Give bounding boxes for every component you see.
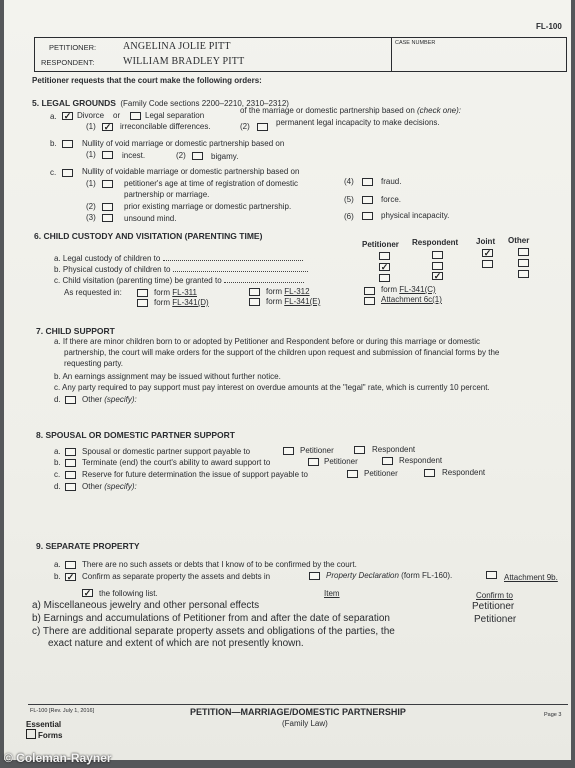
- attachment-6c1-checkbox[interactable]: [364, 297, 375, 305]
- property-declaration-checkbox[interactable]: [309, 572, 320, 580]
- attachment-9b-checkbox[interactable]: [486, 571, 497, 579]
- irreconcilable-label: irreconcilable differences.: [120, 122, 211, 131]
- terminate-support-respondent-label: Respondent: [399, 456, 443, 465]
- physical-custody-petitioner-checkbox[interactable]: ✓: [380, 262, 389, 272]
- incapacity-checkbox[interactable]: [257, 123, 268, 131]
- s7-a-line-1: a. If there are minor children born to or adopted by Petitioner and Respondent before or during this marriage or domestic: [54, 337, 481, 346]
- fl341e-form-word: form: [266, 297, 282, 306]
- spousal-support-respondent-label: Respondent: [372, 445, 416, 454]
- incapacity-label: permanent legal incapacity to make decisions.: [276, 118, 440, 127]
- divorce-label: Divorce: [77, 111, 105, 120]
- section-6-title: 6. CHILD CUSTODY AND VISITATION (PARENTING TIME): [34, 231, 263, 241]
- visitation-petitioner-checkbox[interactable]: [379, 274, 390, 282]
- footer-page: Page 3: [544, 712, 562, 718]
- confirm-to-column-header: Confirm to: [476, 591, 513, 600]
- child-support-specify: (specify):: [104, 395, 137, 404]
- fl341c-label: [381, 285, 436, 295]
- reserve-support-petitioner-label: Petitioner: [364, 469, 398, 478]
- age-checkbox[interactable]: [102, 180, 113, 188]
- fl341d-label: [154, 298, 209, 308]
- fraud-label: fraud.: [381, 177, 402, 186]
- physical-custody-row: [54, 264, 308, 275]
- footer-rule: [28, 704, 568, 705]
- footer-subtitle: (Family Law): [282, 719, 328, 728]
- s8-d-label: d.: [54, 482, 61, 491]
- visitation-leader: [224, 275, 304, 283]
- terminate-support-checkbox[interactable]: [65, 459, 76, 467]
- legal-separation-label: Legal separation: [145, 111, 205, 120]
- section-7-title: 7. CHILD SUPPORT: [36, 326, 115, 336]
- legal-custody-row: [54, 253, 303, 264]
- terminate-support-petitioner-label: Petitioner: [324, 457, 358, 466]
- form-page: [4, 0, 571, 760]
- fl160-link[interactable]: (form FL-160).: [401, 571, 453, 580]
- of-marriage-label: of the marriage or domestic partnership based on: [240, 106, 415, 115]
- or-label: or: [113, 111, 121, 120]
- s5-c5-label: (5): [344, 195, 354, 204]
- visitation-label: c. Child visitation (parenting time) be granted to: [54, 276, 222, 285]
- divorce-checkbox[interactable]: ✓: [63, 111, 72, 121]
- legal-custody-leader: [163, 253, 303, 261]
- fl341c-link[interactable]: FL-341(C): [399, 285, 436, 294]
- no-assets-checkbox[interactable]: [65, 561, 76, 569]
- spousal-support-respondent-checkbox[interactable]: [354, 446, 365, 454]
- incest-label: incest.: [122, 151, 146, 160]
- footer-title: PETITION—MARRIAGE/DOMESTIC PARTNERSHIP: [190, 707, 406, 717]
- s5-c1-label: (1): [86, 179, 96, 188]
- property-item-2-to: Petitioner: [474, 614, 517, 625]
- fl312-checkbox[interactable]: [249, 288, 260, 296]
- s5-c3-label: (3): [86, 213, 96, 222]
- legal-custody-joint-checkbox[interactable]: ✓: [483, 248, 492, 258]
- property-item-3-cont: exact nature and extent of which are not presently known.: [48, 638, 304, 649]
- reserve-support-respondent-label: Respondent: [442, 468, 486, 477]
- item-column-header: Item: [324, 589, 340, 598]
- child-support-other-label: [82, 395, 137, 405]
- fraud-checkbox[interactable]: [362, 178, 373, 186]
- intro-text: Petitioner requests that the court make the following orders:: [32, 76, 262, 85]
- property-declaration-word: Property Declaration: [326, 571, 399, 580]
- s7-a-line-3: requesting party.: [64, 359, 123, 368]
- form-code: FL-100: [536, 22, 562, 31]
- caption-divider: [391, 38, 392, 71]
- physical-custody-joint-checkbox[interactable]: [482, 260, 493, 268]
- petitioner-label: PETITIONER:: [49, 43, 97, 52]
- force-label: force.: [381, 195, 402, 204]
- s5-b1-label: (1): [86, 150, 96, 159]
- spousal-support-petitioner-label: Petitioner: [300, 446, 334, 455]
- visitation-respondent-checkbox[interactable]: ✓: [433, 271, 442, 281]
- section-8-title: 8. SPOUSAL OR DOMESTIC PARTNER SUPPORT: [36, 430, 235, 440]
- s8-c-label: c.: [54, 470, 61, 479]
- reserve-support-checkbox[interactable]: [65, 471, 76, 479]
- petitioner-name: ANGELINA JOLIE PITT: [123, 41, 231, 52]
- property-item-1: a) Miscellaneous jewelry and other personal effects: [32, 600, 260, 611]
- s7-c-line: c. Any party required to pay support must pay interest on overdue amounts at the "legal" rate, which is currently 10 percent.: [54, 383, 490, 392]
- fl311-form-word: form: [154, 288, 170, 297]
- fl311-link[interactable]: FL-311: [172, 288, 197, 297]
- fl341d-form-word: form: [154, 298, 170, 307]
- legal-separation-checkbox[interactable]: [130, 112, 141, 120]
- confirm-property-label: Confirm as separate property the assets and debts in: [82, 572, 271, 581]
- fl311-label: [154, 288, 197, 298]
- physical-custody-respondent-checkbox[interactable]: [432, 262, 443, 270]
- property-item-3: c) There are additional separate property assets and obligations of the parties, the: [32, 626, 395, 637]
- fl341e-link[interactable]: FL-341(E): [284, 297, 321, 306]
- irreconcilable-checkbox[interactable]: ✓: [103, 122, 112, 132]
- physical-custody-label: b. Physical custody of children to: [54, 265, 171, 274]
- s5-c2-label: (2): [86, 202, 96, 211]
- s7-a-line-2: partnership, the court will make orders for the support of the children upon request and submission of financial forms by the: [64, 348, 500, 357]
- section-5-title: 5. LEGAL GROUNDS: [32, 98, 116, 108]
- s9-b-label: b.: [54, 572, 61, 581]
- s8-a-label: a.: [54, 447, 61, 456]
- nullity-void-label: Nullity of void marriage or domestic partnership based on: [82, 139, 285, 148]
- age-label-2: partnership or marriage.: [124, 190, 210, 199]
- footer-revision: FL-100 [Rev. July 1, 2016]: [30, 708, 95, 714]
- legal-custody-respondent-checkbox[interactable]: [432, 251, 443, 259]
- unsound-mind-checkbox[interactable]: [102, 214, 113, 222]
- terminate-support-label: Terminate (end) the court's ability to award support to: [82, 458, 271, 467]
- legal-custody-other-checkbox[interactable]: [518, 248, 529, 256]
- s5-b2-label: (2): [176, 151, 186, 160]
- physical-custody-leader: [173, 264, 308, 272]
- spousal-other-word: Other: [82, 482, 103, 491]
- fl312-link[interactable]: FL-312: [284, 287, 310, 296]
- fl341d-checkbox[interactable]: [137, 299, 148, 307]
- legal-custody-label: a. Legal custody of children to: [54, 254, 161, 263]
- s5-c4-label: (4): [344, 177, 354, 186]
- fl312-form-word: form: [266, 287, 282, 296]
- essential-forms-logo: [26, 720, 62, 740]
- photo-credit: © Coleman-Rayner: [4, 751, 112, 765]
- terminate-support-petitioner-checkbox[interactable]: [308, 458, 319, 466]
- s5-a2-label: (2): [240, 122, 250, 131]
- spousal-other-checkbox[interactable]: [65, 483, 76, 491]
- fl341c-checkbox[interactable]: [364, 287, 375, 295]
- visitation-row: [54, 275, 304, 286]
- incest-checkbox[interactable]: [102, 151, 113, 159]
- s5-a-label: a.: [50, 112, 57, 121]
- s5-c6-label: (6): [344, 212, 354, 221]
- reserve-support-respondent-checkbox[interactable]: [424, 469, 435, 477]
- attachment-9b-label[interactable]: Attachment 9b.: [504, 573, 558, 582]
- caption-box: [34, 37, 567, 72]
- respondent-name: WILLIAM BRADLEY PITT: [123, 56, 245, 67]
- s7-b-line: b. An earnings assignment may be issued without further notice.: [54, 372, 281, 381]
- logo-line-1: Essential: [26, 720, 62, 729]
- prior-marriage-checkbox[interactable]: [102, 203, 113, 211]
- check-one-label: (check one):: [417, 106, 462, 115]
- legal-custody-petitioner-checkbox[interactable]: [379, 252, 390, 260]
- attachment-6c1-label[interactable]: Attachment 6c(1): [381, 295, 442, 304]
- spousal-support-checkbox[interactable]: [65, 448, 76, 456]
- section-5-cite: (Family Code sections 2200–2210, 2310–2312): [120, 99, 289, 108]
- col-other: Other: [508, 236, 530, 245]
- requested-in-label: As requested in:: [64, 288, 122, 297]
- fl341e-label: [266, 297, 320, 307]
- spousal-specify: (specify):: [104, 482, 137, 491]
- respondent-label: RESPONDENT:: [41, 58, 95, 67]
- s7-d-label: d.: [54, 395, 61, 404]
- property-item-1-to: Petitioner: [472, 601, 515, 612]
- fl341e-checkbox[interactable]: [249, 298, 260, 306]
- reserve-support-label: Reserve for future determination the issue of support payable to: [82, 470, 308, 479]
- col-petitioner: Petitioner: [362, 240, 399, 249]
- reserve-support-petitioner-checkbox[interactable]: [347, 470, 358, 478]
- terminate-support-respondent-checkbox[interactable]: [382, 457, 393, 465]
- physical-incapacity-checkbox[interactable]: [362, 212, 373, 220]
- spousal-other-label: [82, 482, 137, 492]
- logo-brand-word: Forms: [38, 731, 63, 740]
- fl312-label: [266, 287, 310, 297]
- spousal-support-petitioner-checkbox[interactable]: [283, 447, 294, 455]
- case-number-label: CASE NUMBER: [395, 40, 436, 46]
- s9-a-label: a.: [54, 560, 61, 569]
- fl341c-form-word: form: [381, 285, 397, 294]
- bigamy-checkbox[interactable]: [192, 152, 203, 160]
- force-checkbox[interactable]: [362, 196, 373, 204]
- s5-a1-label: (1): [86, 122, 96, 131]
- unsound-mind-label: unsound mind.: [124, 214, 177, 223]
- spousal-support-label: Spousal or domestic partner support payable to: [82, 447, 251, 456]
- child-support-other-word: Other: [82, 395, 103, 404]
- age-label-1: petitioner's age at time of registration of domestic: [124, 179, 299, 188]
- property-declaration-label: [326, 571, 452, 581]
- logo-mark-icon: [26, 729, 36, 739]
- s8-b-label: b.: [54, 458, 61, 467]
- logo-line-2: [26, 729, 62, 740]
- child-support-other-checkbox[interactable]: [65, 396, 76, 404]
- s5-c-label: c.: [50, 168, 57, 177]
- visitation-other-checkbox[interactable]: [518, 270, 529, 278]
- property-item-2: b) Earnings and accumulations of Petitioner from and after the date of separation: [32, 613, 390, 624]
- following-list-label: the following list.: [99, 589, 158, 598]
- fl341d-link[interactable]: FL-341(D): [172, 298, 209, 307]
- nullity-voidable-label: Nullity of voidable marriage or domestic partnership based on: [82, 167, 300, 176]
- bigamy-label: bigamy.: [211, 152, 239, 161]
- confirm-property-checkbox[interactable]: ✓: [66, 572, 75, 582]
- physical-incapacity-label: physical incapacity.: [381, 211, 450, 220]
- following-list-checkbox[interactable]: ✓: [83, 588, 92, 598]
- physical-custody-other-checkbox[interactable]: [518, 259, 529, 267]
- prior-marriage-label: prior existing marriage or domestic partnership.: [124, 202, 292, 211]
- nullity-void-checkbox[interactable]: [62, 140, 73, 148]
- s5-b-label: b.: [50, 139, 57, 148]
- nullity-voidable-checkbox[interactable]: [62, 169, 73, 177]
- col-respondent: Respondent: [412, 238, 459, 247]
- of-marriage-text: [240, 106, 461, 116]
- no-assets-label: There are no such assets or debts that I know of to be confirmed by the court.: [82, 560, 357, 569]
- fl311-checkbox[interactable]: [137, 289, 148, 297]
- col-joint: Joint: [476, 237, 496, 246]
- section-9-title: 9. SEPARATE PROPERTY: [36, 541, 140, 551]
